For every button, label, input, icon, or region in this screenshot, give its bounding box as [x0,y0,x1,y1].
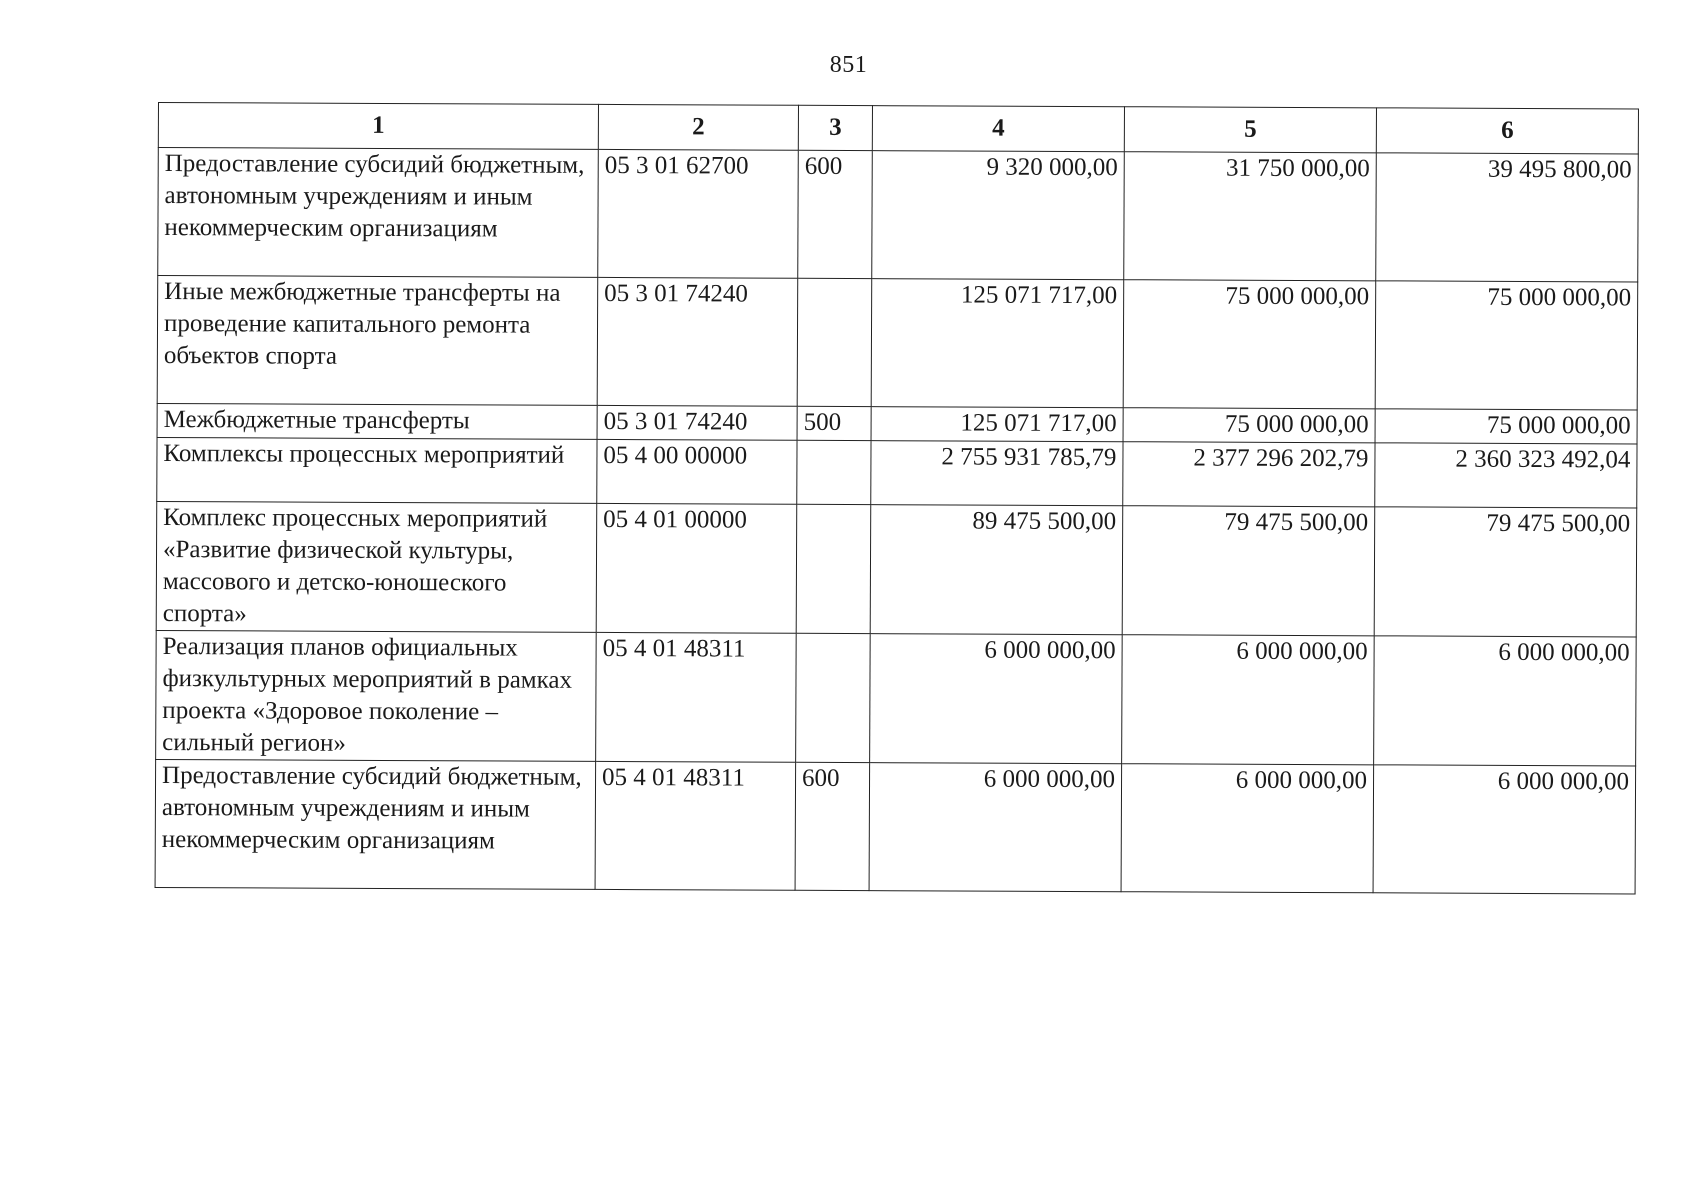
row-expense-type [796,504,871,633]
row-code: 05 4 01 48311 [595,761,796,890]
row-name: Предоставление субсидий бюджетным, автономным учреждениям и иным некоммерческим организациям [155,759,596,889]
row-name: Предоставление субсидий бюджетным, автономным учреждениям и иным некоммерческим организациям [158,148,599,278]
row-expense-type [797,278,872,406]
row-value-5: 6 000 000,00 [1122,635,1375,765]
column-header-2: 2 [598,104,798,150]
row-value-5: 75 000 000,00 [1123,408,1375,443]
row-value-6: 2 360 323 492,04 [1375,443,1637,508]
row-expense-type [797,440,871,504]
column-header-6: 6 [1376,108,1638,154]
table-header-row [158,103,1638,154]
row-value-5: 31 750 000,00 [1124,152,1377,281]
row-code: 05 3 01 74240 [597,405,797,440]
column-header-1: 1 [158,103,598,150]
row-name: Иные межбюджетные трансферты на проведение капитального ремонта объектов спорта [157,276,598,406]
budget-table [155,102,1639,894]
row-code: 05 3 01 74240 [597,277,798,406]
row-value-4: 125 071 717,00 [871,279,1124,408]
row-expense-type: 600 [798,150,873,278]
row-name: Комплексы процессных мероприятий [157,437,597,503]
column-header-3: 3 [798,105,872,150]
row-expense-type [796,633,871,762]
table-row [156,501,1637,636]
row-value-4: 6 000 000,00 [869,763,1122,892]
table-row [157,437,1637,507]
row-value-6: 6 000 000,00 [1373,765,1636,894]
row-expense-type: 600 [795,762,870,890]
row-name: Межбюджетные трансферты [157,403,597,439]
row-value-4: 125 071 717,00 [871,407,1123,442]
table-row [155,759,1636,893]
row-value-4: 2 755 931 785,79 [871,441,1123,506]
row-code: 05 3 01 62700 [598,149,799,278]
column-header-5: 5 [1124,107,1376,153]
row-value-5: 2 377 296 202,79 [1123,442,1375,507]
table-row [158,148,1639,282]
row-value-4: 6 000 000,00 [870,634,1123,764]
row-value-4: 89 475 500,00 [870,505,1123,635]
page-number: 851 [829,52,868,78]
table-row [156,630,1637,765]
row-expense-type: 500 [797,406,871,440]
row-value-5: 6 000 000,00 [1121,764,1374,893]
row-value-5: 75 000 000,00 [1123,280,1376,409]
row-code: 05 4 00 00000 [597,439,797,504]
row-name: Комплекс процессных мероприятий «Развитие физической культуры, массового и детско-юношеского спорта» [156,501,597,632]
row-value-4: 9 320 000,00 [872,151,1125,280]
row-code: 05 4 01 00000 [596,503,797,633]
row-value-6: 75 000 000,00 [1375,409,1637,444]
row-name: Реализация планов официальных физкультурных мероприятий в рамках проекта «Здоровое поколение – сильный регион» [156,630,597,761]
row-value-6: 39 495 800,00 [1376,153,1639,282]
column-header-4: 4 [872,106,1124,152]
row-code: 05 4 01 48311 [596,632,797,762]
row-value-6: 6 000 000,00 [1374,636,1637,766]
table-row [157,276,1638,410]
row-value-5: 79 475 500,00 [1122,506,1375,636]
row-value-6: 75 000 000,00 [1375,281,1638,410]
row-value-6: 79 475 500,00 [1374,507,1637,637]
